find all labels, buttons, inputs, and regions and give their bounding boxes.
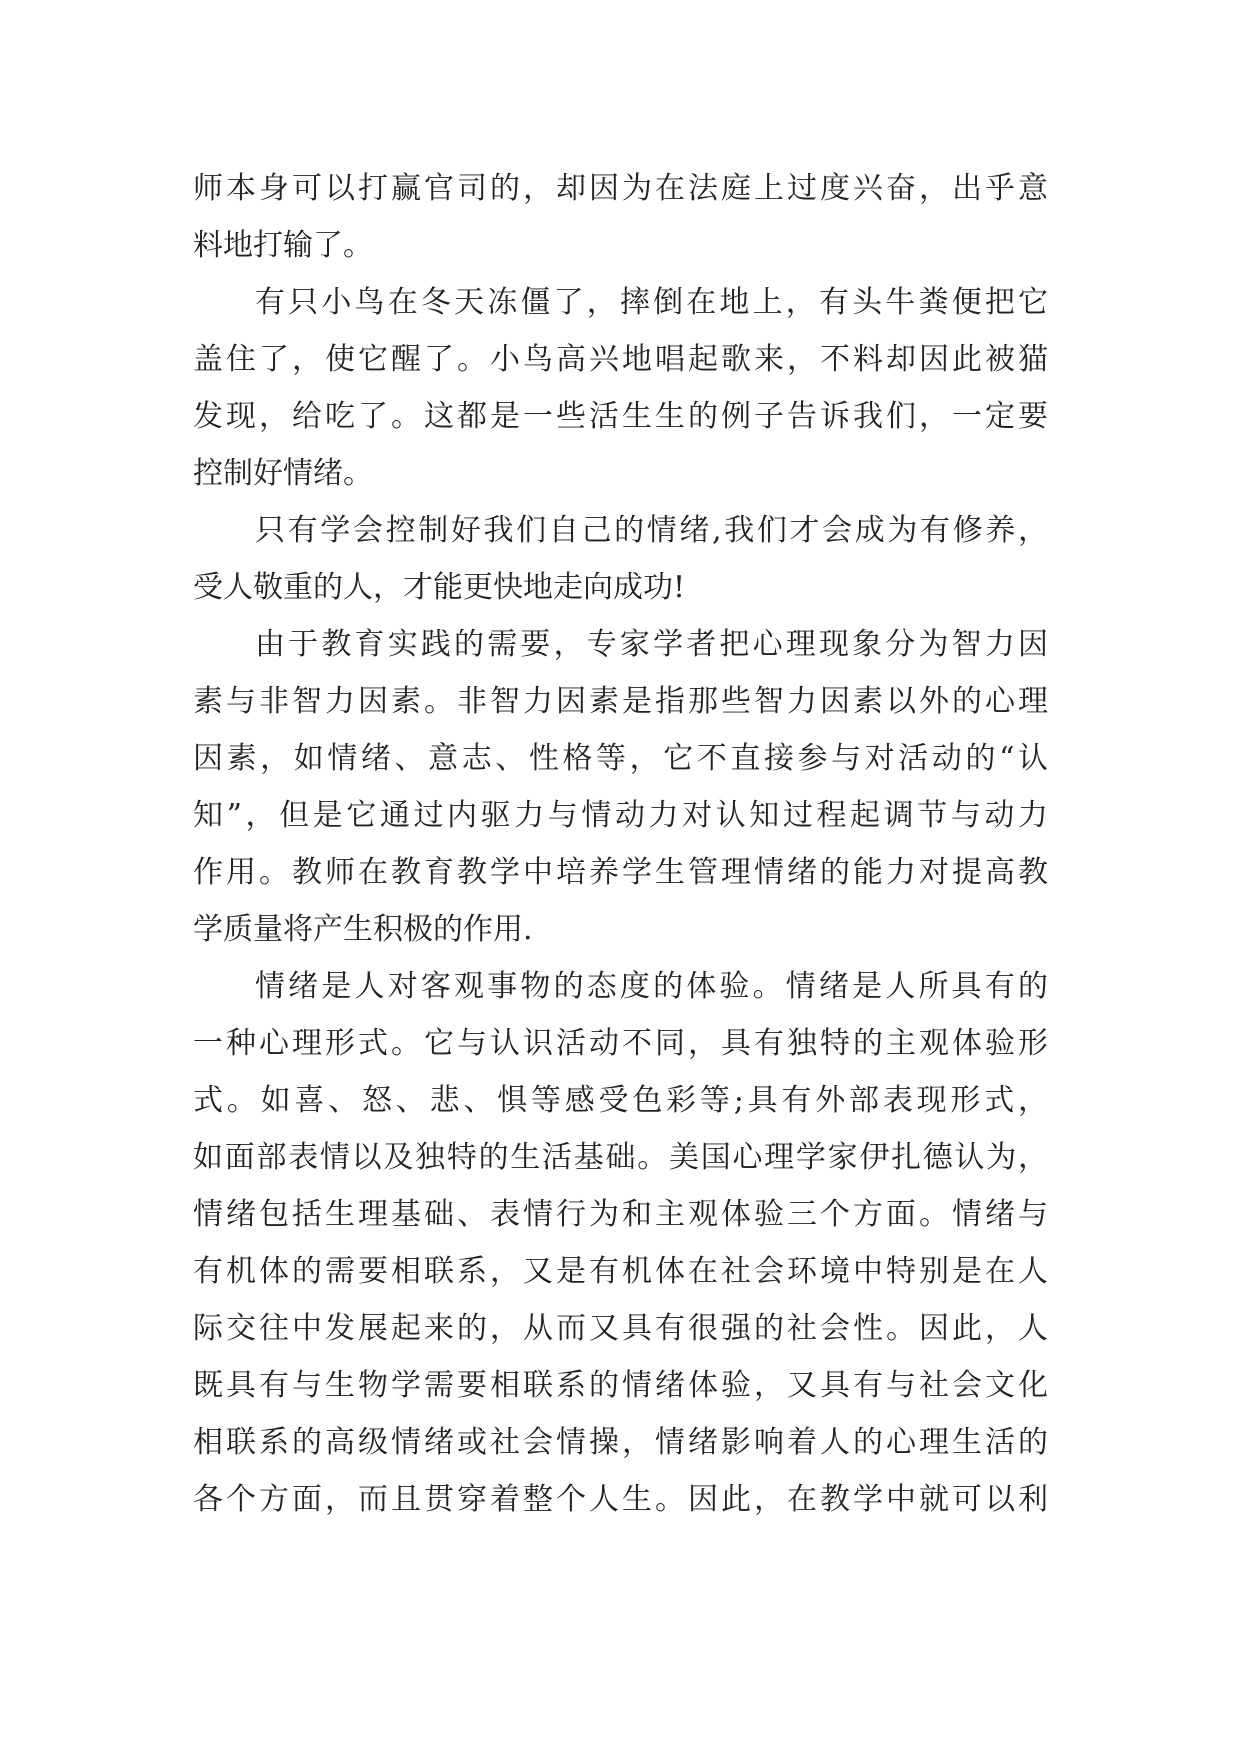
text-line: 有只小鸟在冬天冻僵了，摔倒在地上，有头牛粪便把它: [255, 285, 1048, 320]
text-line: 知”，但是它通过内驱力与情动力对认知过程起调节与动力: [193, 798, 1048, 833]
text-line: 各个方面，而且贯穿着整个人生。因此，在教学中就可以利: [193, 1482, 1048, 1517]
text-line: 师本身可以打赢官司的，却因为在法庭上过度兴奋，出乎意: [193, 171, 1048, 206]
text-line: 如面部表情以及独特的生活基础。美国心理学家伊扎德认为，: [193, 1140, 1048, 1175]
text-line: 素与非智力因素。非智力因素是指那些智力因素以外的心理: [193, 684, 1048, 719]
text-line: 盖住了，使它醒了。小鸟高兴地唱起歌来，不料却因此被猫: [193, 342, 1048, 377]
paragraph-emotion-control: [193, 502, 1048, 616]
paragraph-continuation: [193, 160, 1048, 274]
paragraph-non-intellectual-factors: [193, 616, 1048, 958]
text-line: 学质量将产生积极的作用.: [193, 912, 533, 947]
text-line: 只有学会控制好我们自己的情绪,我们才会成为有修养，: [255, 513, 1048, 548]
text-line: 受人敬重的人，才能更快地走向成功!: [193, 570, 686, 605]
text-line: 相联系的高级情绪或社会情操，情绪影响着人的心理生活的: [193, 1425, 1048, 1460]
text-line: 既具有与生物学需要相联系的情绪体验，又具有与社会文化: [193, 1368, 1048, 1403]
document-body: [193, 160, 1048, 1528]
text-line: 料地打输了。: [193, 228, 373, 263]
text-line: 情绪包括生理基础、表情行为和主观体验三个方面。情绪与: [193, 1197, 1048, 1232]
text-line: 控制好情绪。: [193, 456, 373, 491]
text-line: 作用。教师在教育教学中培养学生管理情绪的能力对提高教: [193, 855, 1048, 890]
text-line: 发现，给吃了。这都是一些活生生的例子告诉我们，一定要: [193, 399, 1048, 434]
paragraph-emotion-definition: [193, 958, 1048, 1528]
text-line: 由于教育实践的需要，专家学者把心理现象分为智力因: [255, 627, 1048, 662]
text-line: 式。如喜、怒、悲、惧等感受色彩等;具有外部表现形式，: [193, 1083, 1048, 1118]
text-line: 情绪是人对客观事物的态度的体验。情绪是人所具有的: [255, 969, 1048, 1004]
text-line: 一种心理形式。它与认识活动不同，具有独特的主观体验形: [193, 1026, 1048, 1061]
text-line: 有机体的需要相联系，又是有机体在社会环境中特别是在人: [193, 1254, 1048, 1289]
text-line: 因素，如情绪、意志、性格等，它不直接参与对活动的“认: [193, 741, 1048, 776]
paragraph-bird-story: [193, 274, 1048, 502]
text-line: 际交往中发展起来的，从而又具有很强的社会性。因此，人: [193, 1311, 1048, 1346]
